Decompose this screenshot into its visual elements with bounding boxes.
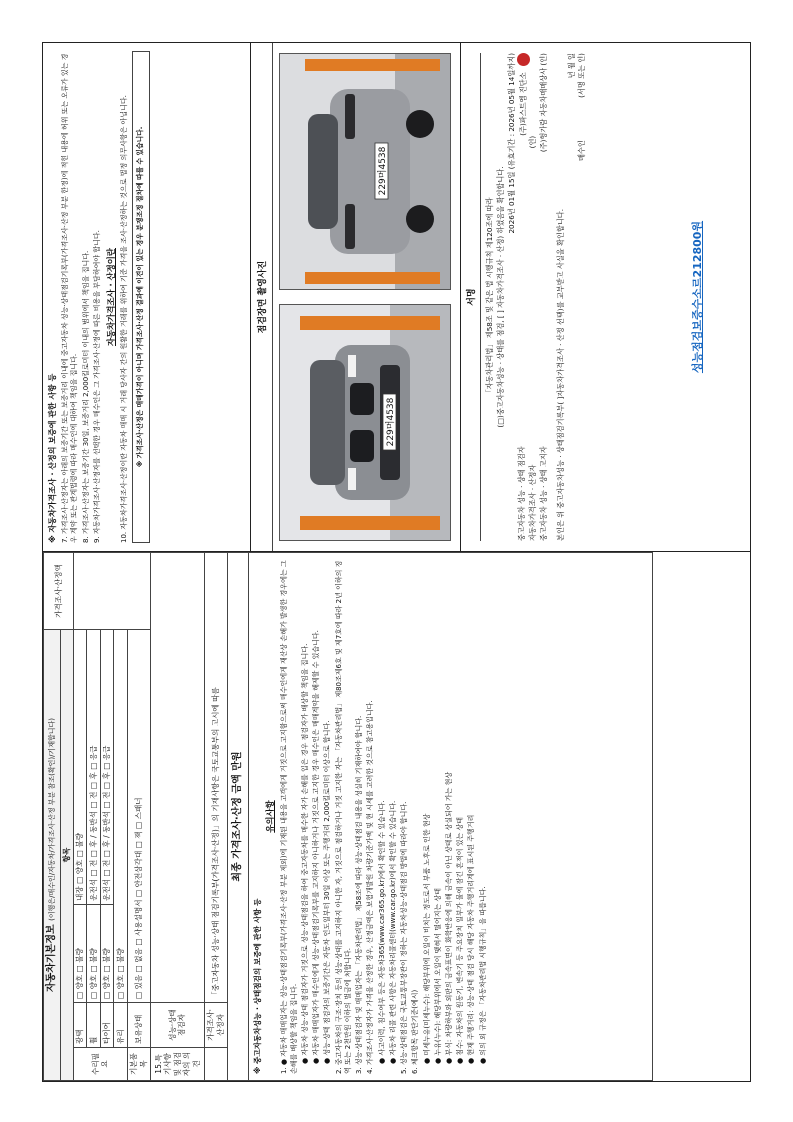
note-item: ● 현재 주행거리: 성능·상태 점검 당시 해당 자동차 주행거리계에 표시된 주행거리 [467,814,476,1064]
info-table-title: 자동차기본정보 [45,924,57,992]
part-label: 휠 [87,1003,100,1048]
appraisal-cell [73,553,150,630]
document-sheet [42,42,751,1082]
signature-confirm-line: (□)중고자동차성능 · 상태를 점검, [ ] 자동차가격조사 · 산정) 하였음을 확인합니다. [495,166,505,428]
note-item: ● 침수: 자동차의 원동기, 변속기 등 주요장치 일부가 물에 잠긴 흔적이 있는 상태 [456,816,465,1064]
left-notes-head: ※ 중고자동차성능 · 상태점검의 보증에 관한 사항 등 [253,898,263,1074]
right-notes [43,43,251,551]
signature-law-line: 「자동차관리법」 제58조 및 같은 법 시행규칙 제120조에 따라 [485,197,494,397]
part-label: 유리 [114,1003,127,1048]
dealer-name: (주)헝가람 자동차매매상사 [538,67,548,153]
left-notes-title: 유의사항 [265,800,276,833]
buyer-row [577,53,588,541]
receipt-date[interactable]: 년 월 일 [566,53,576,79]
note-item: 3. 성능·상태점검자 및 매매업자는 「자동차관리법」 제58조에 따라 성능·상태점검 내용을 성실히 기재하여야 합니다. [355,715,364,1074]
appraiser-seal[interactable]: (인) [528,135,538,149]
front-car-illustration [280,305,450,540]
part-options[interactable]: □ 양호 □ 불량 [73,904,86,1002]
front-car-photo [279,304,451,541]
info-table-subtitle: (이행은/매수인/자동차/가격조사·산정 부분 참조(확인)/기재합니다) [47,718,56,921]
signature-date: 2026년 01월 15일 (유효기간 : 2026년 05월 14일까지) [506,53,516,234]
appraisal-warning: ※ 가격조사·산정은 매매가격이 아니며 가격조사·산정 결과에 이견이 있는 경우 분쟁조정 절차에 따를 수 있습니다. [132,51,149,543]
inspector-opinion-label: 성능·상태 점검자 [150,1003,204,1048]
inspector-name-wrap [517,53,530,136]
photo-section-title: 점검장면 촬영사진 [251,43,273,551]
note-item: ● 누유(누수): 해당부위에서 오일이 맺혀서 떨어지는 상태 [433,887,442,1064]
photo-row [273,43,457,551]
photo-section [251,43,461,551]
rear-car-photo [279,53,451,290]
notice-line: 「중고자동차 성능·상태 점검기록부(가격조사·산정)」의 기재사항은 국토교통부의 고시에 따름 [204,553,227,1003]
part-options[interactable]: □ 있음 □ 없음 □ 사용설명서 □ 안전삼각대 □ 잭 □ 스패너 [127,630,150,1003]
note-item: ● 의의 외 규정은 「자동차관리법 시행규칙」을 따릅니다. [478,886,487,1064]
plate-front: 229머4538 [386,397,396,447]
inspector-row [517,53,528,541]
spacer-cell [204,1048,227,1081]
part-label: 보유상태 [127,1003,150,1048]
dealer-name-wrap [539,53,550,152]
part-options[interactable]: □ 양호 □ 불량 [114,630,127,1003]
note-item: ● 자동차 매매업자가 매수인에게 성능·상태점검기록부를 고지하지 아니하거나 거짓으로 고지한 경우 매수인은 매매계약을 해제할 수 있습니다. [312,630,321,1064]
final-appraisal-amount: 최종 가격조사·산정 금액 만원 [227,553,249,1081]
buyer-label: 매수인 [577,140,587,162]
dealer-label: 중고자동차 성능 · 상태 고지자 [538,446,548,541]
inspector-opinion-value[interactable] [150,553,204,1003]
note-item: 5. 성능·상태점검은 국토교통부장관이 정하는 자동차성능·상태점검 방법에 따라야 합니다. [400,801,409,1074]
dealer-seal[interactable]: (인) [538,53,548,66]
buyer-sign[interactable]: (서명 또는 인) [577,53,587,98]
appraisal-definition-text: 10. 자동차가격조사·산정이란 자동차 매매 시 거래 당사자 간의 원활한 거래를 위하여 기준 가격을 조사·산정하는 것으로 법정 의무사항은 아닙니다. [119,95,128,543]
note-item: ● 자동차 성능·상태 점검자가 거짓으로 성능·상태점검을 하여 중고자동차를 매수한 자가 손해를 입은 경우 점검자가 배상할 책임을 집니다. [300,643,309,1064]
vehicle-info-table [43,552,249,1081]
appraisal-column-header: 가격조사·산정액 [44,553,74,630]
note-item: 4. 가격조사·산정자가 가격을 산정한 경우, 산정금액은 보험개발원 차량기준가액 및 현 시세를 고려한 것으로 참고용입니다. [366,700,375,1074]
note-item: 7. 가격조사·산정자는 아래의 보증기간 또는 보증거리 이내에 중고자동차 성능·상태점검기록부(가격조사·산정 부분 한정)에 적힌 내용에 허위 또는 오류가 있는 경우 계약 또는 관계법령에 따라 매수인에 대하여 책임을 집니다. [60,53,79,543]
appraiser-label: 가격조사·산정자 [204,1003,227,1048]
part-options[interactable]: □ 양호 □ 불량 [100,904,113,1002]
part-label: 광택 [73,1003,86,1048]
note-item: 8. 가격조사·산정자는 보증기간 30일, 보증거리 2,000킬로미터 이내의 범위에서 책임을 집니다. [81,250,90,543]
appraiser-sign-label: 자동차가격조사 · 산정자 [528,464,538,541]
row-label-basic: 기본품목 [127,1048,150,1081]
note-item: ● 자동차 리콜 관련 사항은 자동차리콜센터(www.car.go.kr)에서 확인할 수 있습니다. [388,800,397,1064]
signature-title: 서명 [461,53,481,541]
right-pane [43,43,750,551]
warranty-fee-footer: 성능점검보증수소르212800원 [691,220,704,374]
note-item: 9. 자동차가격조사·산정자를 선택한 경우 매수인은 그 가격조사·산정에 따른 비용을 부담하여야 합니다. [93,230,102,543]
receipt-line: 본인은 위 중고자동차성능 · 상태점검기록부( ]자동차가격조사 · 산정 선택)를 교부받고 사실을 확인합니다. [555,208,565,541]
row-label-opinion: 15.특기사항 및 점검자의 의견 [150,1048,204,1081]
part-extra[interactable]: 내장 □ 양호 □ 불량 [73,630,86,905]
red-seal-icon [517,53,530,66]
signature-section [461,43,711,551]
part-options[interactable]: □ 양호 □ 불량 [87,904,100,1002]
info-table-title-cell [44,630,61,1081]
dealer-row [539,53,550,541]
note-item: ● 성능·상태 점검자의 보증기간은 자동차 인도일부터 30일 이상 또는 주행거리 2,000킬로미터 이상으로 합니다. [323,720,332,1064]
note-item: ● 사고이력, 침수여부 등은 자동차365(www.car365.go.kr)에서 확인할 수 있습니다. [377,800,386,1064]
left-notes [249,552,653,1081]
note-item: 6. 체크항목 판단기준(예시) [411,989,420,1074]
item-column-header: 항목 [60,630,73,1081]
inspector-name: (주)파스트엠 진단소 [518,72,528,136]
note-item: ● 부식: 차량하부와 외판의 금속표면이 화학반응에 의해 금속이 아닌 상태로 상실되어 가는 현상 [444,771,453,1064]
note-item: 1. ● 자동차 매매업자는 성능·상태점검기록부(가격조사·산정 부분 제외)에 기재된 내용을 고객에게 거짓으로 고지함으로써 매수인에게 재산상 손해가 발생한 경우에는 그 손해를 배상할 책임을 집니다. [280,560,298,1074]
part-extra[interactable]: 운전석 □ 전 □ 후 / 동반석 □ 전 □ 후 □ 응급 [87,630,100,905]
part-label: 타이어 [100,1003,113,1048]
inspector-label: 중고자동차 성능 · 상태 점검자 [517,446,527,541]
part-extra[interactable]: 운전석 □ 전 □ 후 / 동반석 □ 전 □ 후 □ 응급 [100,630,113,905]
row-label-repair: 수리필요 [73,1048,127,1081]
appraisal-definition-title: 자동차가격조사 · 산정이란 [105,248,116,347]
rear-car-illustration [280,54,450,289]
left-pane [43,551,750,1081]
right-notes-head: ※ 자동차가격조사 · 산정의 보증에 관한 사항 등 [48,373,57,543]
note-item: ● 미세누유(미세누수): 해당부위에 오일이 비치는 정도로서 부품 노후로 인한 현상 [422,813,431,1064]
note-item: 2. 중고자동차의 구조·장치 등의 성능·상태를 고지하지 아니한 자, 거짓으로 점검하거나 거짓 고지한 자는 「자동차관리법」 제80조제6호 및 제7호에 따라 2년 이하의 징역 또는 2천만원 이하의 벌금에 처합니다. [334,560,352,1074]
plate-rear: 229머4538 [378,146,388,196]
